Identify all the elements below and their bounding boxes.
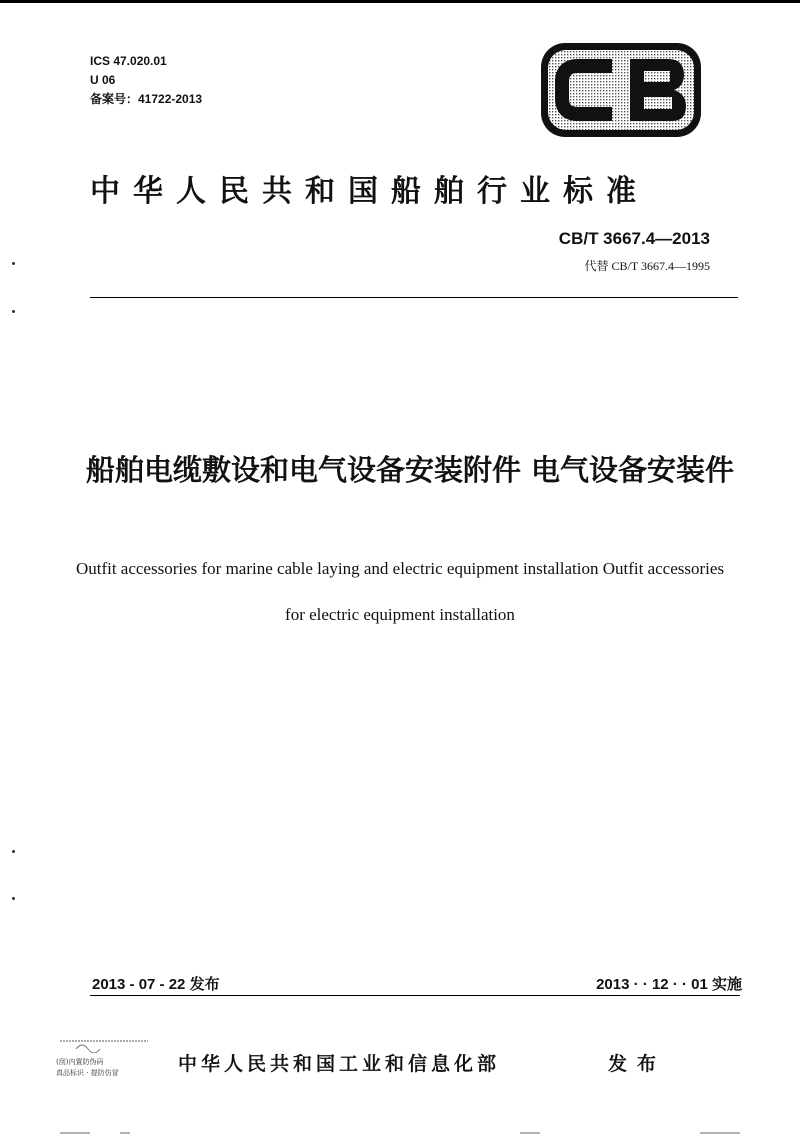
title-english: Outfit accessories for marine cable laying and electric equipment installation Outfit accessories for electric equipment installation [75,559,725,624]
seal-line: (刮)内置防伪码 [56,1058,104,1066]
implementation-date: 2013 · · 12 · · 01 实施 [596,976,742,993]
anti-counterfeit-seal [56,1035,156,1100]
bottom-edge-marks [0,1132,800,1134]
publisher: 中华人民共和国工业和信息化部 [178,1053,501,1075]
scan-mark [12,262,15,265]
header-rule [90,297,738,298]
standard-category: 中华人民共和国船舶行业标准 [90,174,649,209]
standard-number: CB/T 3667.4—2013 [558,229,710,248]
seal-line: 真品标识 · 提防仿冒 [56,1069,119,1077]
class-code: U 06 [90,73,116,87]
header-meta [90,52,202,109]
scan-mark [12,850,15,853]
scan-mark [12,897,15,900]
scan-mark [12,310,15,313]
date-rule [90,995,740,996]
issue-date: 2013 - 07 - 22 发布 [92,976,220,993]
ics-code: ICS 47.020.01 [90,54,167,68]
title-chinese: 船舶电缆敷设和电气设备安装附件 电气设备安装件 [85,453,735,487]
cb-logo [540,42,702,138]
top-border [0,0,800,3]
seal-scribble-icon [56,1035,152,1053]
record-number: 备案号：41722-2013 [90,92,203,106]
publish-label: 发布 [608,1053,667,1075]
replaces-standard: 代替 CB/T 3667.4—1995 [584,259,710,273]
